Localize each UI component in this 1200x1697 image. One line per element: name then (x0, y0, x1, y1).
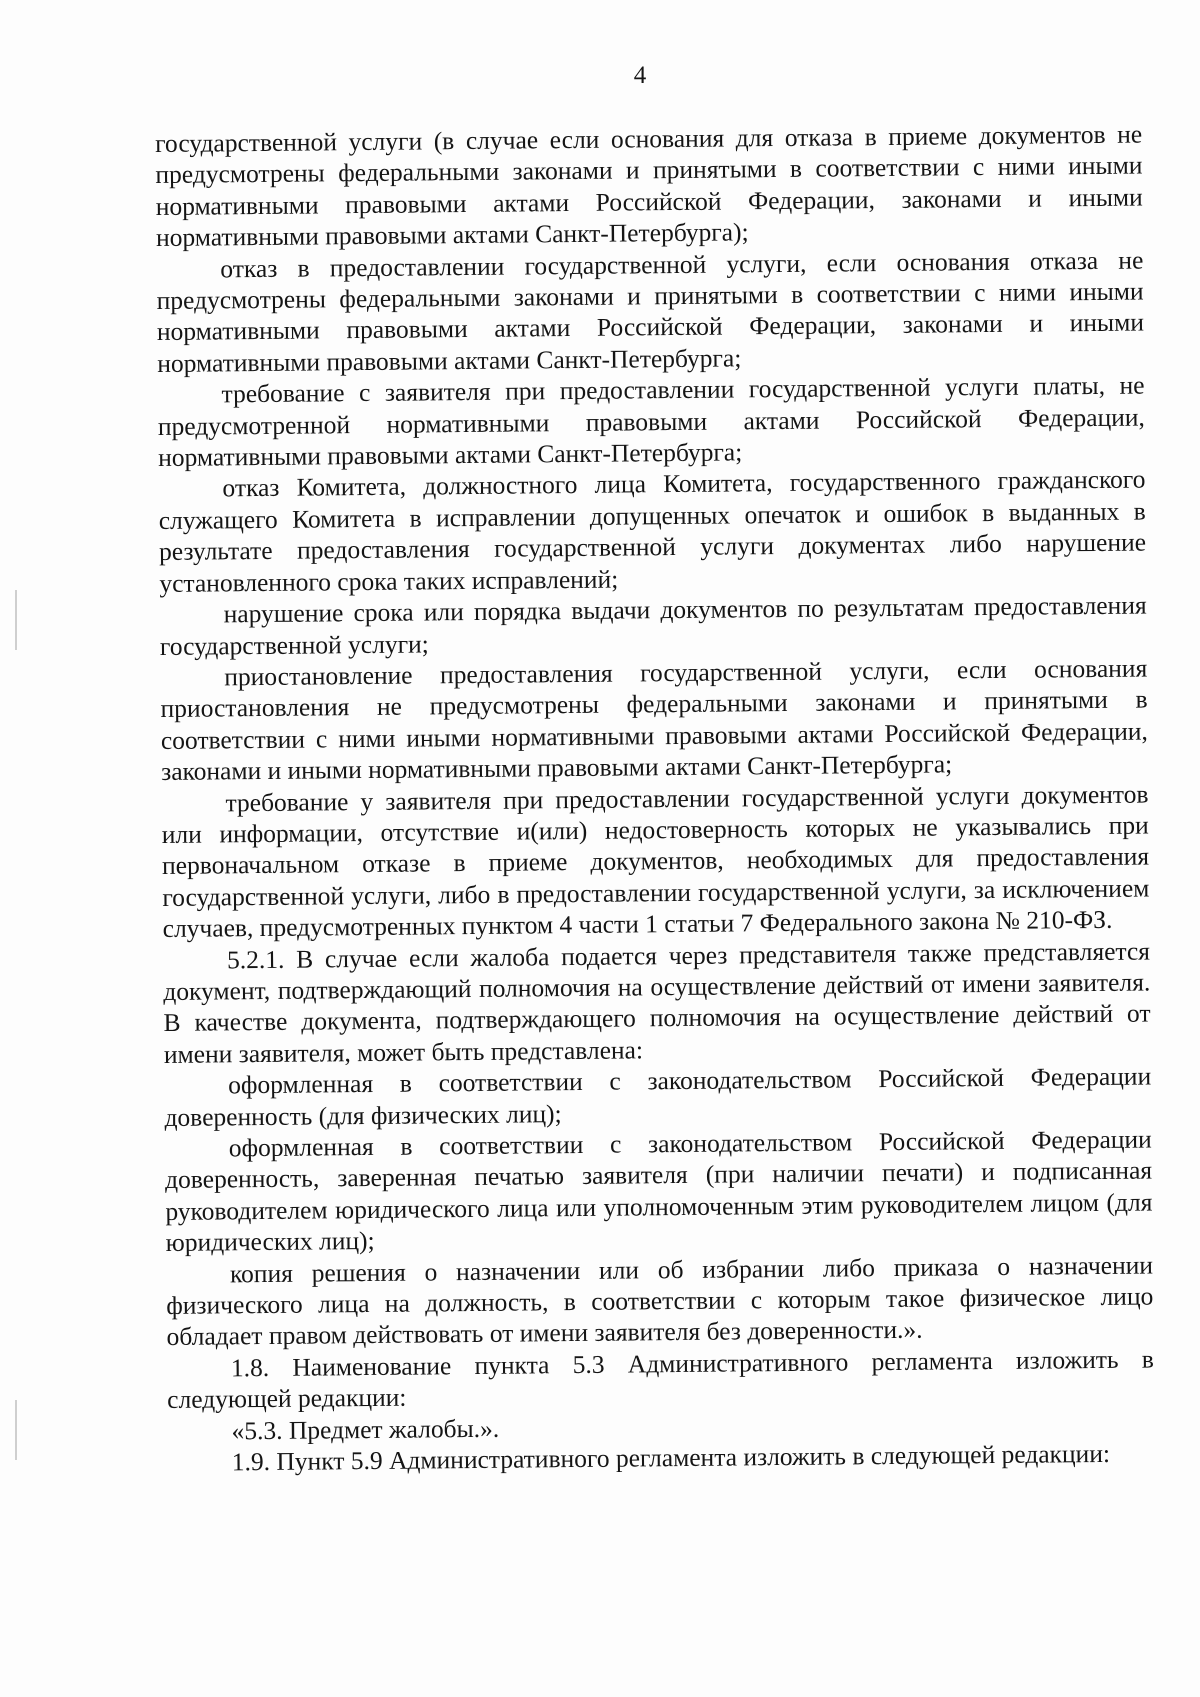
scan-artifact (15, 590, 17, 650)
paragraph: 5.2.1. В случае если жалоба подается через представителя также представляется документ, подтверждающий полномочия на осуществление действий от имени заявителя. В качестве документа, подтверждающего полномочия на осуществление действий от имени заявителя, может быть представлена: (163, 936, 1151, 1069)
paragraph: 1.9. Пункт 5.9 Административного регламента изложить в следующей редакции: (231, 1438, 1111, 1477)
paragraph: приостановление предоставления государственной услуги, если основания приостановления не предусмотрены федеральными законами и принятыми в соответствии с ними иными нормативными правовыми актами Российской Федерации, законами и иными нормативными правовыми актами Санкт-Петербурга; (160, 653, 1148, 787)
paragraph: отказ в предоставлении государственной услуги, если основания отказа не предусмотрены федеральными законами и принятыми в соответствии с ними иными нормативными правовыми актами Российской Федерации, законами и иными нормативными правовыми актами Санкт-Петербурга; (156, 245, 1145, 378)
document-body (155, 119, 1155, 1479)
paragraph: отказ Комитета, должностного лица Комитета, государственного гражданского служащего Комитета в исправлении допущенных опечаток и ошибок в выданных в результате предоставления государственной услуги документах либо нарушение установленного срока таких исправлений; (158, 464, 1147, 598)
scan-artifact (15, 1400, 17, 1460)
page-number: 4 (633, 62, 647, 89)
paragraph: «5.3. Предмет жалобы.». (231, 1413, 500, 1445)
paragraph: оформленная в соответствии с законодательством Российской Федерации доверенность, заверенная печатью заявителя (при наличии печати) и подписанная руководителем юридического лица или уполномоченным этим руководителем лицом (для юридических лиц); (164, 1124, 1153, 1258)
paragraph: требование у заявителя при предоставлении государственной услуги документов или информации, отсутствие и(или) недостоверность которых не указывались при первоначальном отказе в приеме документов, необходимых для предоставления государственной услуги, либо в предоставлении государственной услуги, за исключением случаев, предусмотренных пунктом 4 части 1 статьи 7 Федерального закона № 210-ФЗ. (161, 779, 1150, 944)
paragraph: государственной услуги (в случае если основания для отказа в приеме документов не предусмотрены федеральными законами и принятыми в соответствии с ними иными нормативными правовыми актами Российской Федерации, законами и иными нормативными правовыми актами Санкт-Петербурга); (155, 119, 1143, 253)
paragraph: копия решения о назначении или об избрании либо приказа о назначении физического лица на должность, в соответствии с которым такое физическое лицо обладает правом действовать от имени заявителя без доверенности.». (166, 1250, 1154, 1352)
paragraph: оформленная в соответствии с законодательством Российской Федерации доверенность (для физических лиц); (164, 1061, 1152, 1132)
paragraph: 1.8. Наименование пункта 5.3 Административного регламента изложить в следующей редакции: (167, 1344, 1154, 1415)
paragraph: нарушение срока или порядка выдачи документов по результатам предоставления государственной услуги; (159, 590, 1147, 661)
paragraph: требование с заявителя при предоставлении государственной услуги платы, не предусмотренной нормативными правовыми актами Российской Федерации, нормативными правовыми актами Санкт-Петербурга; (157, 370, 1145, 473)
